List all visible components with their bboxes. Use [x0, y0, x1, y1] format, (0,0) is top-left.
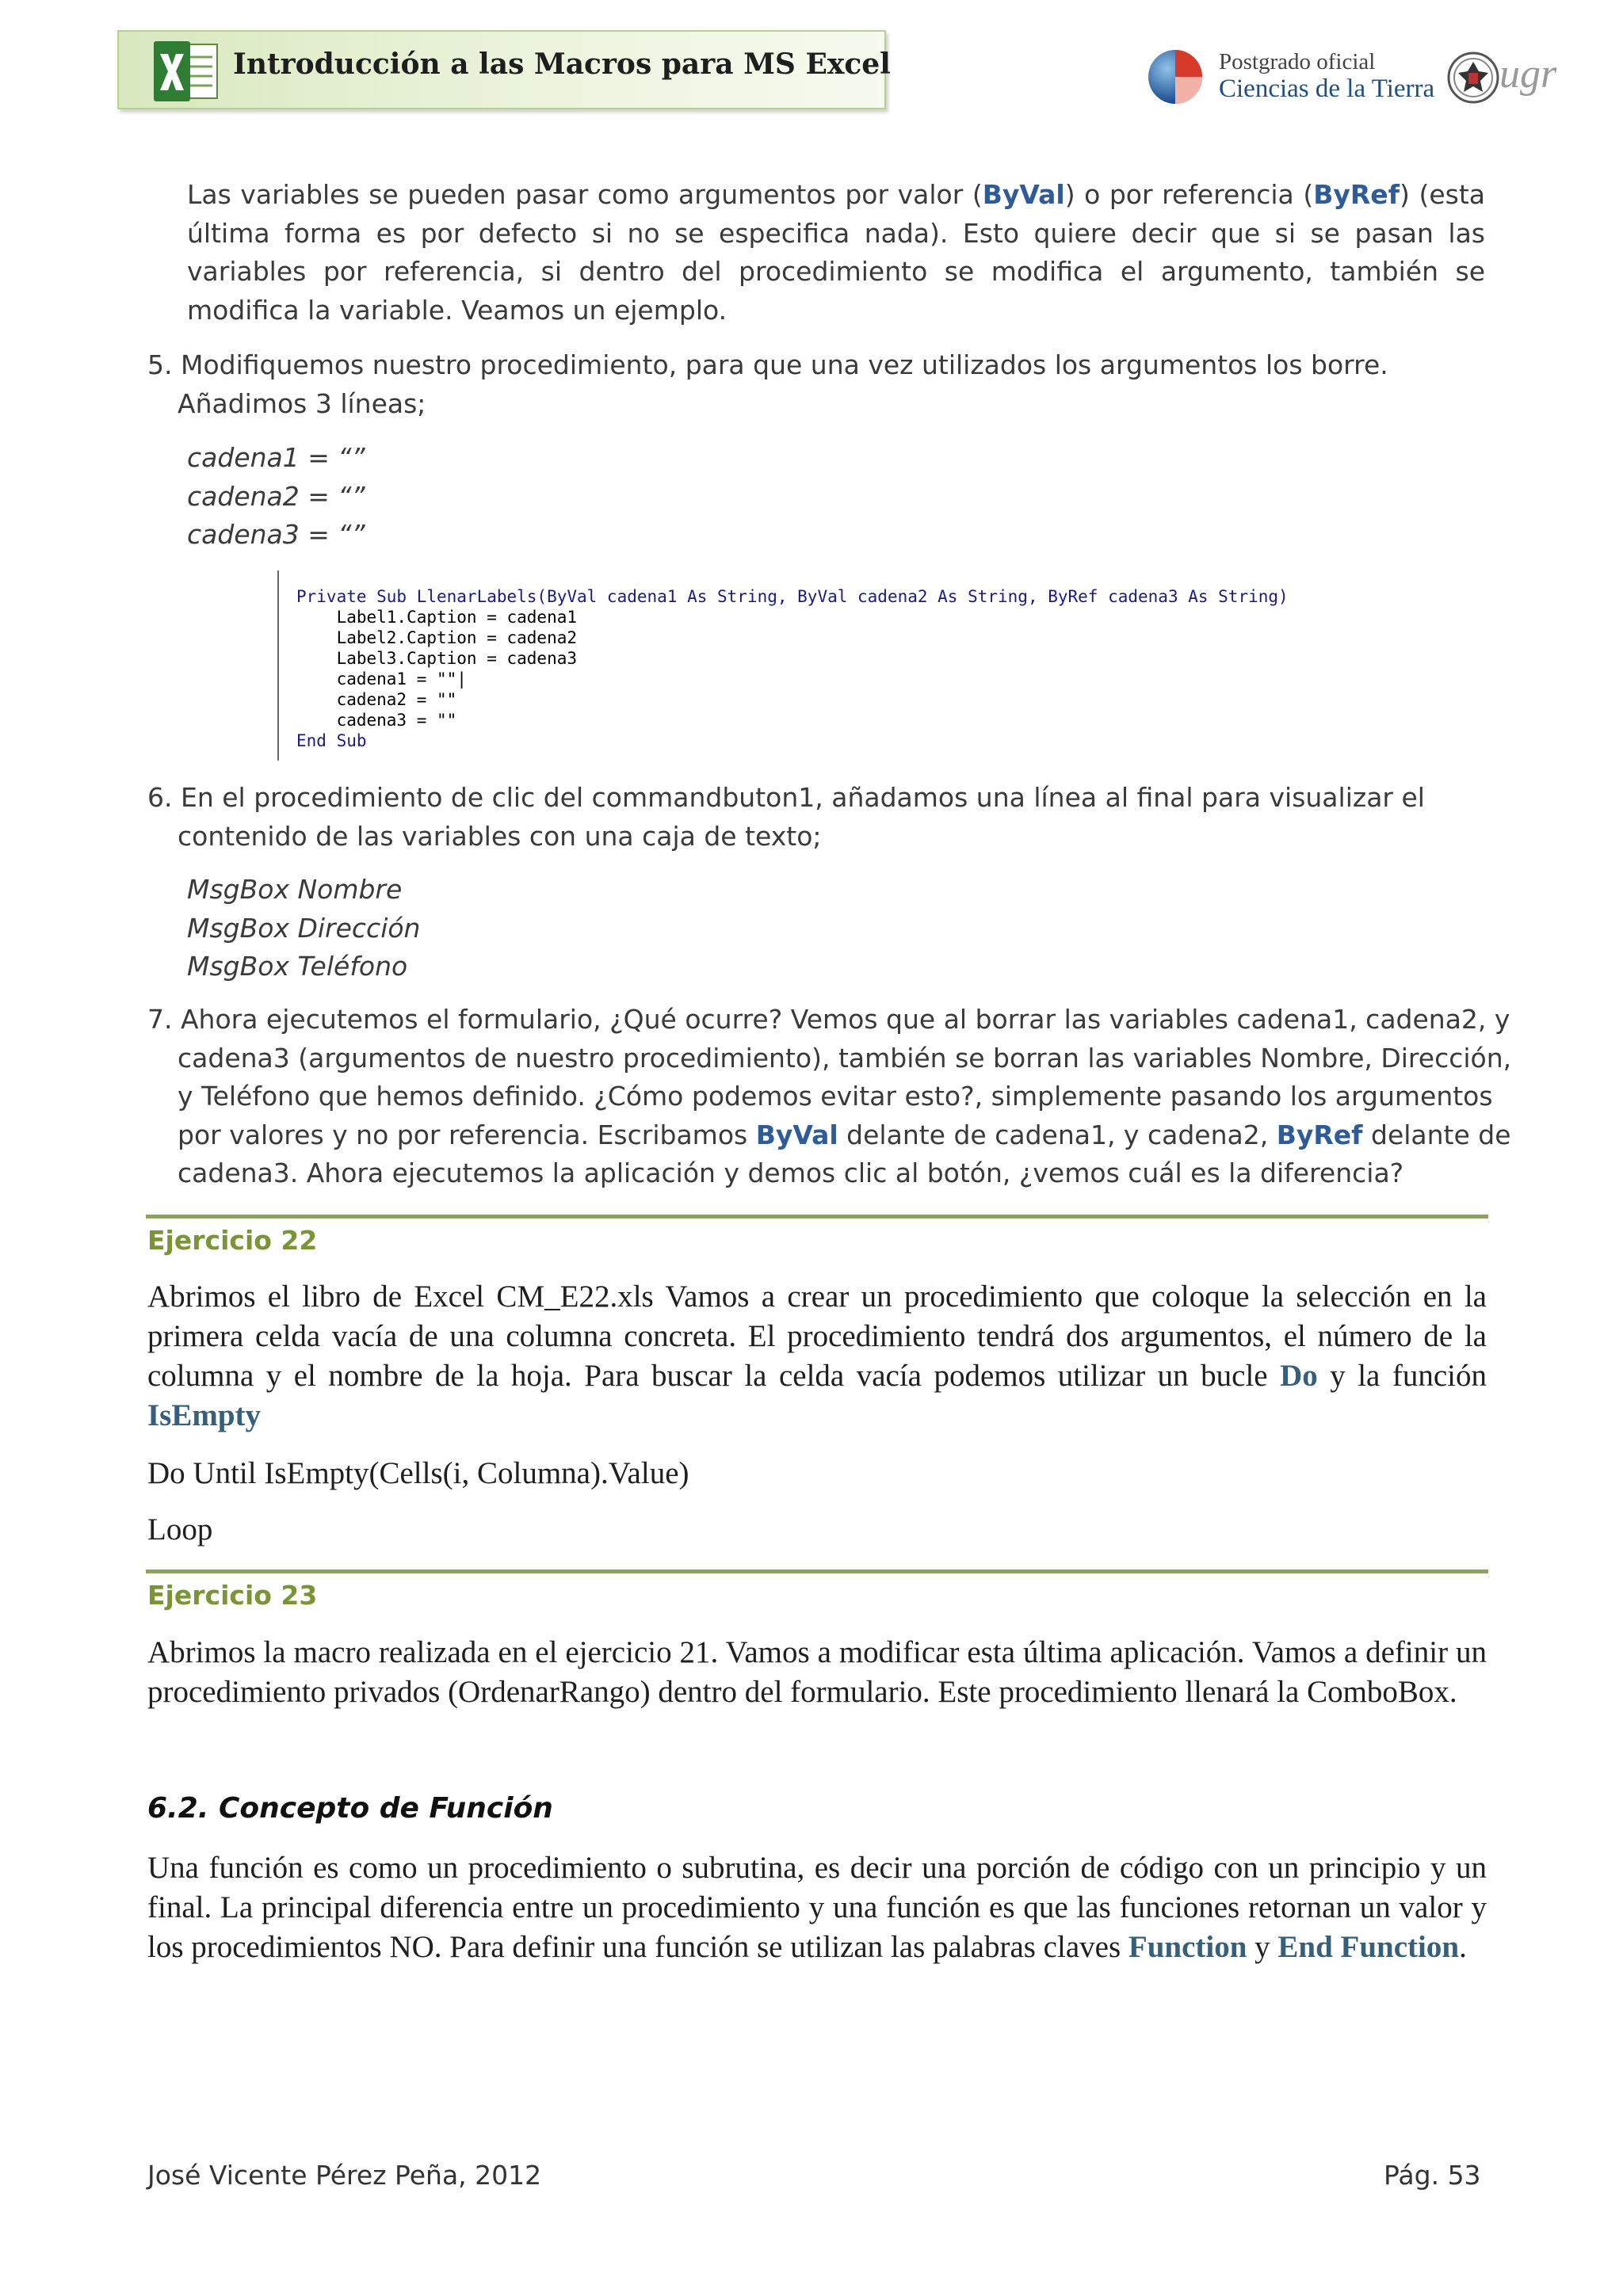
page-number: Pág. 53 — [1384, 2160, 1481, 2191]
keyword-byval: ByVal — [982, 179, 1065, 210]
intro-paragraph — [187, 176, 1485, 330]
code-line: cadena1 = “” — [187, 442, 365, 473]
section-divider — [146, 1569, 1488, 1573]
code-snippet-msgbox — [187, 871, 742, 986]
section-title: 6.2. Concepto de Función — [147, 1792, 553, 1825]
exercise-22-code-line: Do Until IsEmpty(Cells(i, Columna).Value) — [147, 1456, 689, 1490]
ex22-text-2: y la función — [1317, 1359, 1487, 1393]
posgrado-logo-icon — [1146, 48, 1205, 106]
logo-line-ciencias: Ciencias de la Tierra — [1219, 74, 1435, 103]
header-title: Introducción a las Macros para MS Excel — [233, 48, 891, 81]
intro-text-3: ) (esta última forma es por defecto si no se especifica nada). Esto quiere decir que si se pasan las variables por referencia, si dentro del procedimiento se modifica el argumento, también se modifica la variable. Veamos un ejemplo. — [187, 179, 1485, 326]
exercise-22-text — [147, 1277, 1487, 1436]
keyword-isempty: IsEmpty — [147, 1398, 262, 1432]
list-item-7 — [147, 1001, 1515, 1193]
excel-logo-icon — [151, 36, 222, 106]
list-item-5: 5. Modifiquemos nuestro procedimiento, para que una vez utilizados los argumentos los borre. Añadimos 3 líneas; — [147, 349, 1388, 419]
code-line: cadena1 = ""| — [296, 669, 467, 688]
exercise-22-heading: Ejercicio 22 — [147, 1225, 318, 1256]
keyword-byref: ByRef — [1313, 179, 1400, 210]
code-line: MsgBox Dirección — [187, 912, 421, 944]
logo-line-postgrado: Postgrado oficial — [1219, 49, 1376, 74]
item7-text-1: 7. Ahora ejecutemos el formulario, ¿Qué ocurre? Vemos que al borrar las variables cadena1, cadena2, y cadena3 (argumentos de nuestro procedimiento), también se borran las variables Nombre, Dirección, y Teléfono que hemos definido. ¿Cómo podemos evitar esto?, simplemente pasando los argumentos por valores y no por referencia. Escribamos — [147, 1004, 1512, 1150]
code-line: Label1.Caption = cadena1 — [296, 608, 578, 627]
vba-code-screenshot — [277, 570, 1357, 761]
intro-text-2: ) o por referencia ( — [1064, 179, 1314, 210]
code-line: MsgBox Nombre — [187, 874, 403, 905]
section-paragraph — [147, 1848, 1487, 1967]
code-line: Label3.Caption = cadena3 — [296, 649, 578, 668]
code-line: cadena2 = "" — [296, 690, 457, 709]
ugr-seal-icon — [1447, 49, 1499, 106]
code-line: cadena3 = "" — [296, 711, 457, 730]
item7-text-2: delante de cadena1, y cadena2, — [838, 1119, 1277, 1150]
exercise-22-code-line: Loop — [147, 1512, 213, 1547]
code-line: Private Sub LlenarLabels(ByVal cadena1 As String, ByVal cadena2 As String, ByRef cadena3 As String) — [296, 587, 1289, 606]
code-line: Label2.Caption = cadena2 — [296, 628, 578, 647]
intro-text-1: Las variables se pueden pasar como argumentos por valor ( — [187, 179, 983, 210]
list-item-6: 6. En el procedimiento de clic del commandbuton1, añadamos una línea al final para visualizar el contenido de las variables con una caja de texto; — [147, 782, 1425, 852]
item7-text-3: delante de cadena3. Ahora ejecutemos la aplicación y demos clic al botón, ¿vemos cuál es la diferencia? — [178, 1119, 1511, 1188]
section-text-3: . — [1459, 1930, 1467, 1964]
code-line: cadena3 = “” — [187, 519, 365, 550]
code-line: End Sub — [296, 731, 367, 750]
keyword-end-function: End Function — [1277, 1930, 1460, 1964]
ex22-text-1: Abrimos el libro de Excel CM_E22.xls Vamos a crear un procedimiento que coloque la selección en la primera celda vacía de una columna concreta. El procedimiento tendrá dos argumentos, el número de la columna y el nombre de la hoja. Para buscar la celda vacía podemos utilizar un bucle — [147, 1280, 1487, 1393]
code-snippet-cadenas — [187, 439, 663, 555]
keyword-function: Function — [1128, 1930, 1247, 1964]
exercise-23-heading: Ejercicio 23 — [147, 1580, 318, 1611]
keyword-byref: ByRef — [1276, 1119, 1363, 1150]
code-line: cadena2 = “” — [187, 480, 365, 512]
keyword-byval: ByVal — [755, 1119, 838, 1150]
section-text-2: y — [1247, 1930, 1278, 1964]
section-divider — [146, 1215, 1488, 1219]
section-text-1: Una función es como un procedimiento o subrutina, es decir una porción de código con un principio y un final. La principal diferencia entre un procedimiento y una función es que las funciones retornan un valor y los procedimientos NO. Para definir una función se utilizan las palabras claves — [147, 1851, 1487, 1964]
code-line: MsgBox Teléfono — [187, 951, 408, 982]
keyword-do: Do — [1280, 1359, 1318, 1393]
footer-author: José Vicente Pérez Peña, 2012 — [147, 2160, 542, 2191]
exercise-23-text: Abrimos la macro realizada en el ejercicio 21. Vamos a modificar esta última aplicación. Vamos a definir un procedimiento privados (OrdenarRango) dentro del formulario. Este procedimiento llenará la ComboBox. — [147, 1635, 1487, 1709]
ugr-logo-text: ugr — [1499, 51, 1557, 97]
